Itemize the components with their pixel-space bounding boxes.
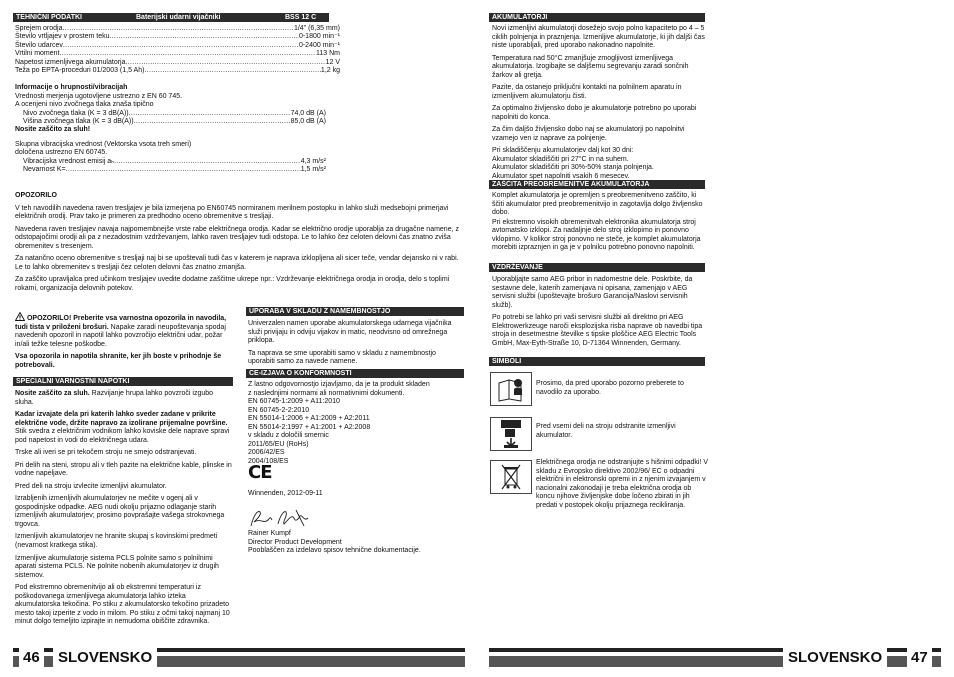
language-label-left: SLOVENSKO — [53, 648, 157, 668]
special-safety-header: SPECIALNI VARNOSTNI NAPOTKI — [13, 377, 233, 386]
left-footer — [13, 648, 465, 668]
special-paragraph: Pred deli na stroju izvlecite izmenljivi akumulator. — [15, 482, 167, 490]
use-paragraph: Ta naprava se sme uporabiti samo v skladu z namembnostjo uporabiti samo za navede namene. — [248, 349, 436, 366]
noise-section — [15, 84, 326, 175]
safety-warning-text: Napake zaradi neupoštevanja spodaj navedenih opozoril in napotil lahko povzročijo električni udar, požar in/ali težke telesne poškodbe. — [15, 323, 226, 348]
special-safety-block: Nosite zaščito za sluh. Razvijanje hrupa lahko povzroči izgubo sluha. Kadar izvajate dela pri katerih lahko sveder zadane v prikrite električne vode, držite napravo za izolirane prijemalne površine. Stik svedra z električnim vodnikom lahko koviske dele naprave spravi pod napetost in vodi do električnega udara. Trske ali iveri se pri tekočem stroju ne smejo odstranjevati. Pri delih na steni, stropu ali v tleh pazite na električne kable, plinske in vodne napeljave. Pred deli na stroju izvlecite izmenljivi akumulator. Izrabljenih izmenljivih akumulatorjev ne mečite v ogenj ali v gospodinjske odpadke. AEG nudi okolju prijazno odlaganje starih izmenljivih akumulatorjev; prosimo povprašajte vašega strokovnega trgovca. Izmenljivih akumulatorjev ne hranite skupaj s kovinskimi predmeti (nevarnost kratkega stika). Izmenljive akumulatorje sistema PCLS polnite samo s polnilnimi aparati sistema PCLS. Ne polnite nobenih akumulatorjev iz drugih sistemov. Pod ekstremno obremenitvijo ali ob ekstremni temperaturi iz poškodovanega izmenljivega akumulatorja lahko izteka akumulatorska tekočina. Po stiku z akumulatorsko tekočino prizadeto mesto takoj izperite z vodo in milom. Po stiku z očmi takoj najmanj 10 minut dolgo temeljito izpirajte in nemudoma obiščite zdravnika. — [15, 390, 232, 626]
special-paragraph: Izmenljive akumulatorje sistema PCLS polnite samo s polnilnimi aparati sistema PCLS. Ne polnite nobenih akumulatorjev iz drugih sistemov. — [15, 554, 219, 579]
signer-title: Director Product Development — [248, 538, 342, 546]
signature-image — [248, 506, 328, 530]
symbols-header: SIMBOLI — [489, 357, 705, 366]
signer-note: Pooblaščen za izdelavo spisov tehnične dokumentacije. — [248, 547, 421, 555]
signer-block — [248, 530, 462, 556]
language-label-right: SLOVENSKO — [783, 648, 887, 668]
spec-table — [15, 25, 340, 75]
page-number-left: 46 — [19, 648, 44, 668]
special-paragraph: Izrabljenih izmenljivih akumulatorjev ne mečite v ogenj ali v gospodinjske odpadke. AEG nudi okolju prijazno odlaganje starih izmenljivih akumulatorjev; prosimo povprašajte vašega strokovnega trgovca. — [15, 495, 225, 528]
noise-row: Višina zvočnega tlaka (K = 3 dB(A)) ..... 85,0 dB (A) — [15, 118, 326, 126]
warning-title: OPOZORILO — [15, 192, 57, 199]
spec-row: Napetost izmenljivega akumulatorja ..... 12 V — [15, 59, 340, 67]
tech-data-model: BSS 12 C — [285, 14, 317, 21]
page-number-right: 47 — [907, 648, 932, 668]
crossed-bin-icon — [490, 460, 532, 494]
use-paragraph: Univerzalen namen uporabe akumulatorskega udarnega vijačnika služi privijaju in odviju vijakov in matic, neodvisno od omrežnega priklopa. — [248, 320, 452, 345]
special-paragraph: Trske ali iveri se pri tekočem stroju ne smejo odstranjevati. — [15, 449, 197, 457]
vib-row: Nevarnost K= ..... 1,5 m/s² — [15, 166, 326, 174]
battery-header: AKUMULATORJI — [489, 13, 705, 22]
maintenance-header: VZDRŽEVANJE — [489, 263, 705, 272]
tech-data-product: Baterijski udarni vijačniki — [136, 14, 221, 21]
symbol-text: Pred vsemi deli na stroju odstranite izmenljivi akumulator. — [536, 423, 676, 439]
ce-header: CE-IZJAVA O KONFORMNOSTI — [246, 369, 464, 378]
symbol-text: Prosimo, da pred uporabo pozorno preberete to navodilo za uporabo. — [536, 380, 684, 396]
intended-use-block — [248, 320, 462, 371]
spec-row: Vrtilni moment ..... 113 Nm — [15, 50, 340, 58]
vib-line: določena ustrezno EN 60745. — [15, 149, 108, 157]
place-date: Winnenden, 2012-09-11 — [248, 490, 323, 497]
vib-line: Skupna vibracijska vrednost (Vektorska vsota treh smeri) — [15, 140, 192, 148]
warning-paragraph: Navedena raven tresljajev navaja najpomembnejše vrste rabe električnega orodja. Kadar se električno orodje uporablja za drugačne namene, z odstopajočimi orodji ali pa z nezadostnim vzdrževanjem, lahko raven tresljajev tudi odstopa. Le to lahko čez celoten delovni čas znatno zviša obremenitev s tresenjem. — [15, 225, 459, 250]
tech-data-header — [13, 13, 329, 22]
read-manual-icon — [490, 372, 532, 406]
noise-line: Vrednosti merjenja ugotovljene ustrezno z EN 60 745. — [15, 92, 183, 100]
signer-name: Rainer Kumpf — [248, 530, 291, 537]
ce-mark-logo: CE — [248, 462, 272, 483]
warning-triangle-icon — [15, 312, 25, 321]
spec-row: Sprejem orodja ..... 1/4" (6,35 mm) — [15, 25, 340, 33]
safety-warning-bold: OPOZORILO! Preberite vsa varnostna opozorila in navodila, tudi tista v priloženi brošuri. — [15, 315, 227, 331]
warning-paragraph: Za natančno oceno obremenitve s tresljaji naj bi se upoštevali tudi čas v katerem je naprava izklopljena ali sicer teče, vendar dejansko ni v rabi. Le to lahko obremenitev s tresljaji čez celoten delovni čas znatno zmanjša. — [15, 255, 459, 271]
spec-row: Teža po EPTA-proceduri 01/2003 (1,5 Ah) ..... 1,2 kg — [15, 67, 340, 75]
overload-protection-block: Komplet akumulatorja je opremljen s preobremenitveno zaščito, ki ščiti akumulator pred preobremenitvijo in zagotavlja dolgo življensko dobo. Pri ekstremno visokih obremenitvah elektronika akumulatorja stroj avtomatsko izklopi. Za nadaljnje delo stroj izklopimo in ponovno vklopimo. V kolikor stroj ponovno ne steče, je komplet akumulatorja morebiti izpraznjen in ga je v polnilcu potrebno ponovno napolniti. — [492, 192, 703, 252]
special-paragraph: Pri delih na steni, stropu ali v tleh pazite na električne kable, plinske in vodne napeljave. — [15, 461, 232, 478]
safety-keep-note: Vsa opozorila in napotila shranite, ker jih boste v prihodnje še potrebovali. — [15, 353, 222, 369]
spec-row: Število udarcev ..... 0-2400 min⁻¹ — [15, 42, 340, 50]
maintenance-block: Uporabljajte samo AEG pribor in nadomestne dele. Poskrbite, da sestavne dele, katerih zamenjava ni opisana, zamenjajo v AEG servisni službi (upoštevajte brošuro Garancija/Naslovi servisnih služb). Po potrebi se lahko pri vaši servisni službi ali direktno pri AEG Elektrowerkzeuge naroči eksplozijska risba naprave ob navedbi tipa stroja in desetmestne številke s tipske ploščice AEG Electric Tools GmbH, Max-Eyth-Straße 10, D-71364 Winnenden, Germany. — [492, 276, 703, 347]
noise-line: A ocenjeni nivo zvočnega tlaka znaša tipično — [15, 101, 154, 109]
intended-use-header: UPORABA V SKLADU Z NAMEMBNOSTJO — [246, 307, 464, 316]
special-paragraph: Pod ekstremno obremenitvijo ali ob ekstremni temperaturi iz poškodovanega izmenljivega akumulatorja lahko izteka akumulatorska tekočina. Po stiku z akumulatorsko tekočino prizadeto mesto takoj izperite z vodo in milom. Po stiku z očmi takoj najmanj 10 minut dolgo temeljito izpirajte in nemudoma obiščite zdravnika. — [15, 584, 230, 626]
ear-protection-note: Nosite zaščito za sluh! — [15, 126, 91, 134]
right-footer — [489, 648, 941, 668]
vibration-warning — [15, 192, 460, 297]
tech-data-title: TEHNIČNI PODATKI — [16, 14, 82, 21]
overload-protection-header: ZAŠČITA PREOBREMENITVE AKUMULATORJA — [489, 180, 705, 189]
warning-paragraph: Za zaščito upravljalca pred učinkom tresljajev uvedite dodatne zaščitne ukrepe npr.: Vzdrževanje električnega orodja in orodja, delo s toplimi rokami, organizacija delovnih potekov. — [15, 276, 450, 292]
symbol-text: Električnega orodja ne odstranjujte s hišnimi odpadki! V skladu z Evropsko direktivo 2002/96/ EC o odpadni električni in elektronski opremi in z njenim izvajanjem v nacionalni zakonodaji je treba električna orodja ob koncu njihove življenjske dobe ločeno zbirati in jih predati v postopek okolju prijaznega recikliranja. — [536, 459, 708, 509]
ce-block: Z lastno odgovornostjo izjavljamo, da je ta produkt skladen z naslednjimi normami ali normativnimi dokumenti. EN 60745-1:2009 + A11:2010 EN 60745-2-2:2010 EN 55014-1:2006 + A1:2009 + A2:2011 EN 55014-2:1997 + A1:2001 + A2:2008 v skladu z določili smernic 2011/65/EU (RoHs) 2006/42/ES 2004/108/ES — [248, 381, 430, 465]
spec-row: Število vrtljajev v prostem teku ..... 0-1800 min⁻¹ — [15, 33, 340, 41]
remove-battery-icon — [490, 417, 532, 451]
vib-row: Vibracijska vrednost emisij aₕ ..... 4,3 m/s² — [15, 158, 326, 166]
warning-paragraph: V teh navodilih navedena raven tresljajev je bila izmerjena po EN60745 normiranem merilnem postopku in lahko služi medsebojni primerjavi električnih orodij. Prav tako je primeren za predhodno oceno obremenitve s tresljaji. — [15, 204, 449, 221]
battery-block: Novi izmenljivi akumulatorji dosežejo svojo polno kapaciteto po 4 – 5 ciklih polnjenja in praznjenja. Izmenljive akumulatorje, ki jih daljši čas niste uporabljali, pred uporabo nakonadno napolnite. Temperatura nad 50°C zmanjšuje zmogljivost izmenljivega akumulatorja. Izogibajte se daljšemu segrevanju zaradi sončnih žarkov ali gretja. Pazite, da ostanejo priključni kontakti na polnilnem aparatu in izmenljivem akumulatorju čisti. Za optimalno življensko dobo je akumulatorje potrebno po uporabi napolniti do konca. Za čim daljšo življensko dobo naj se akumulatorji po napolnitvi vzamejo ven iz naprave za polnjenje. Pri skladiščenju akumulatorjev dalj kot 30 dni: Akumulator skladiščiti pri 27°C in na suhem. Akumulator skladiščiti pri 30%-50% stanja polnjenja. Akumulator spet napolniti vsakih 6 mesecev. — [492, 25, 705, 180]
noise-title: Informacije o hrupnosti/vibracijah — [15, 84, 128, 91]
special-paragraph: Izmenljivih akumulatorjev ne hranite skupaj s kovinskimi predmeti (nevarnost kratkega stika). — [15, 533, 218, 549]
safety-warning-block — [15, 312, 233, 374]
noise-row: Nivo zvočnega tlaka (K = 3 dB(A)) ..... 74,0 dB (A) — [15, 110, 326, 118]
